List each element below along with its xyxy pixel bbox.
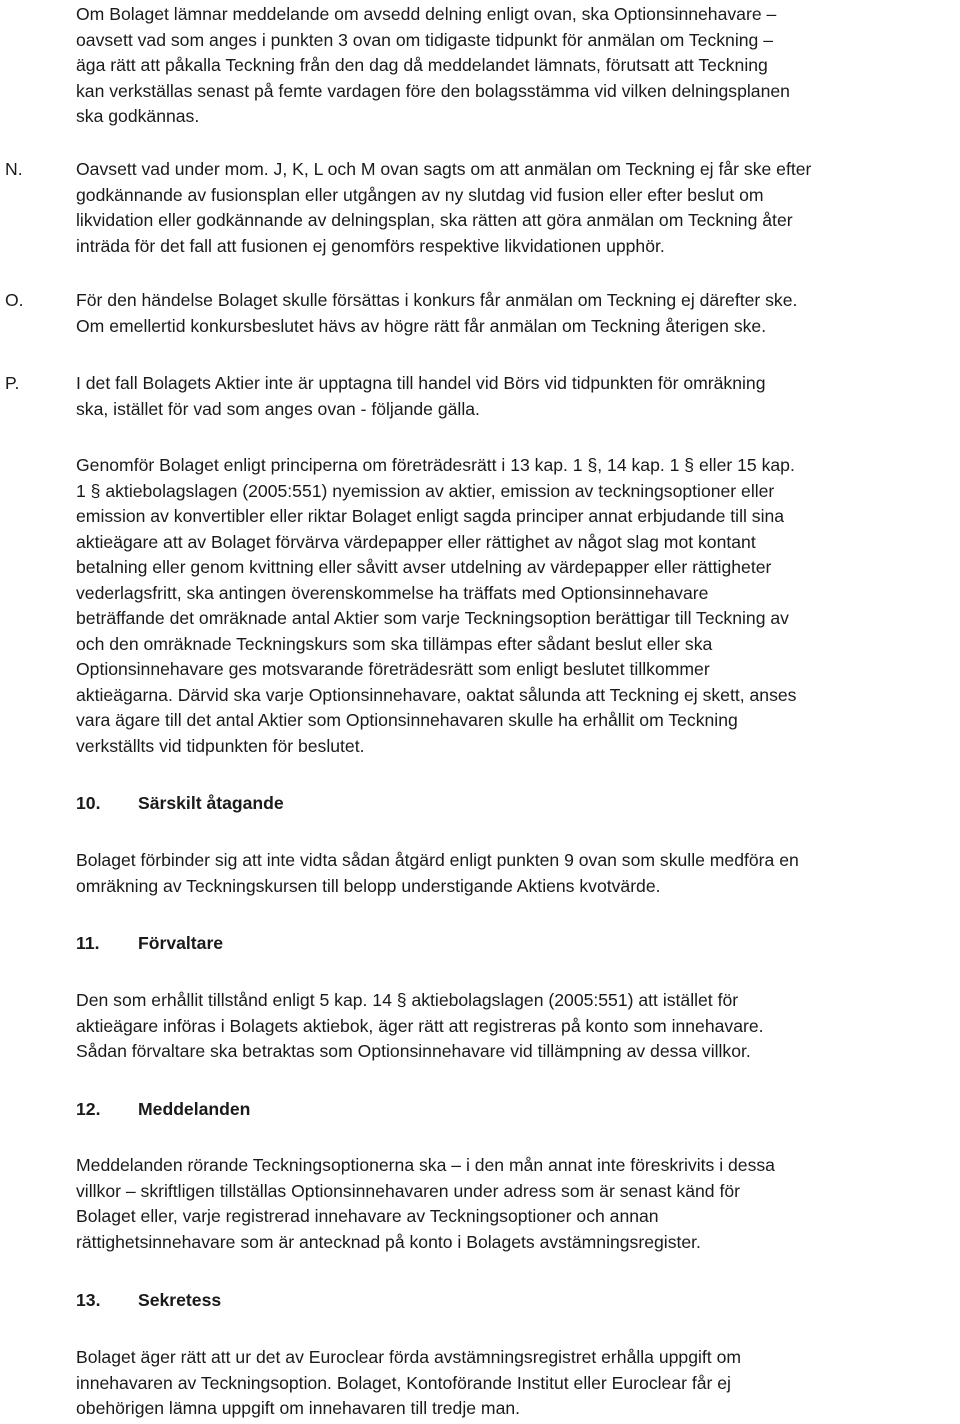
text-line: Den som erhållit tillstånd enligt 5 kap. 14 § aktiebolagslagen (2005:551) att istället för — [76, 990, 739, 1010]
section-13-paragraph — [76, 1345, 956, 1422]
section-title: Sekretess — [138, 1290, 222, 1310]
section-12-heading — [76, 1097, 250, 1123]
section-10-paragraph — [76, 848, 956, 899]
text-line: I det fall Bolagets Aktier inte är upptagna till handel vid Börs vid tidpunkten för omräkning — [76, 373, 766, 393]
text-line: innehavaren av Teckningsoption. Bolaget, Kontoförande Institut eller Euroclear får ej — [76, 1372, 731, 1393]
section-number: 11. — [76, 933, 100, 953]
section-11-paragraph — [76, 988, 956, 1065]
section-number: 12. — [76, 1099, 101, 1119]
text-line: äga rätt att påkalla Teckning från den dag då meddelandet lämnats, förutsatt att Teckning — [76, 55, 768, 75]
text-line: rättighetsinnehavare som är antecknad på konto i Bolagets avstämningsregister. — [76, 1231, 701, 1252]
section-13-heading — [76, 1288, 221, 1314]
text-line: aktieägarna. Därvid ska varje Optionsinnehavare, oaktat sålunda att Teckning ej skett, anses — [76, 684, 797, 705]
text-line: aktieägare införas i Bolagets aktiebok, äger rätt att registreras på konto som innehavare. — [76, 1015, 764, 1036]
text-line: Meddelanden rörande Teckningsoptionerna ska – i den mån annat inte föreskrivits i dessa — [76, 1155, 775, 1175]
text-line: likvidation eller godkännande av delningsplan, ska rätten att göra anmälan om Teckning åter — [76, 210, 793, 230]
text-line: oavsett vad som anges i punkten 3 ovan om tidigaste tidpunkt för anmälan om Teckning – — [76, 29, 773, 50]
text-line: obehörigen lämna uppgift om innehavaren till tredje man. — [76, 1398, 521, 1418]
intro-paragraph — [76, 2, 956, 130]
section-title: Meddelanden — [138, 1099, 251, 1119]
text-line: och den omräknade Teckningskurs som ska tillämpas efter sådant beslut eller ska — [76, 633, 713, 654]
section-10-heading — [76, 791, 284, 817]
item-p-body-paragraph — [76, 453, 956, 759]
text-line: Om Bolaget lämnar meddelande om avsedd delning enligt ovan, ska Optionsinnehavare – — [76, 4, 777, 24]
section-title: Förvaltare — [138, 933, 224, 953]
text-line: ska godkännas. — [76, 106, 200, 126]
text-line: godkännande av fusionsplan eller utgången av ny slutdag vid fusion eller efter beslut om — [76, 184, 764, 205]
item-o-paragraph — [76, 288, 956, 339]
text-line: Oavsett vad under mom. J, K, L och M ovan sagts om att anmälan om Teckning ej får ske efter — [76, 159, 812, 179]
text-line: Bolaget förbinder sig att inte vidta sådan åtgärd enligt punkten 9 ovan som skulle medföra en — [76, 850, 799, 870]
text-line: villkor – skriftligen tillställas Optionsinnehavaren under adress som är senast känd för — [76, 1180, 740, 1201]
text-line: För den händelse Bolaget skulle försättas i konkurs får anmälan om Teckning ej därefter ske. — [76, 290, 798, 310]
text-line: Bolaget eller, varje registrerad innehavare av Teckningsoptioner och annan — [76, 1206, 659, 1226]
text-line: verkställts vid tidpunkten för beslutet. — [76, 735, 365, 756]
text-line: betalning eller genom kvittning eller såvitt avser utdelning av värdepapper eller rättigheter — [76, 557, 772, 577]
text-line: beträffande det omräknade antal Aktier som varje Teckningsoption berättigar till Teckning av — [76, 608, 789, 628]
text-line: omräkning av Teckningskursen till belopp understigande Aktiens kvotvärde. — [76, 875, 661, 896]
section-number: 10. — [76, 793, 101, 813]
item-p-paragraph — [76, 371, 956, 422]
text-line: Sådan förvaltare ska betraktas som Optionsinnehavare vid tillämpning av dessa villkor. — [76, 1041, 751, 1061]
text-line: Genomför Bolaget enligt principerna om företrädesrätt i 13 kap. 1 §, 14 kap. 1 § eller 15 kap. — [76, 455, 795, 475]
section-title: Särskilt åtagande — [138, 793, 284, 813]
item-o-label: O. — [5, 290, 24, 310]
item-n-label: N. — [5, 159, 23, 179]
text-line: Bolaget äger rätt att ur det av Euroclear förda avstämningsregistret erhålla uppgift om — [76, 1347, 742, 1367]
text-line: vara ägare till det antal Aktier som Optionsinnehavaren skulle ha erhållit om Teckning — [76, 710, 738, 730]
item-n-paragraph — [76, 157, 956, 259]
text-line: 1 § aktiebolagslagen (2005:551) nyemission av aktier, emission av teckningsoptioner eller — [76, 480, 775, 501]
section-12-paragraph — [76, 1153, 956, 1255]
text-line: emission av konvertibler eller riktar Bolaget enligt sagda principer annat erbjudande till sina — [76, 506, 785, 526]
section-11-heading — [76, 931, 223, 957]
section-number: 13. — [76, 1290, 101, 1310]
text-line: ska, istället för vad som anges ovan - följande gälla. — [76, 398, 480, 419]
text-line: inträda för det fall att fusionen ej genomförs respektive likvidationen upphör. — [76, 235, 665, 256]
text-line: kan verkställas senast på femte vardagen före den bolagsstämma vid vilken delningsplanen — [76, 80, 790, 101]
text-line: Om emellertid konkursbeslutet hävs av högre rätt får anmälan om Teckning återigen ske. — [76, 315, 767, 336]
text-line: aktieägare att av Bolaget förvärva värdepapper eller rättighet av något slag mot kontant — [76, 531, 756, 552]
item-p-label: P. — [5, 373, 20, 393]
text-line: vederlagsfritt, ska antingen överenskommelse ha träffats med Optionsinnehavare — [76, 582, 709, 603]
text-line: Optionsinnehavare ges motsvarande företrädesrätt som enligt beslutet tillkommer — [76, 659, 710, 679]
